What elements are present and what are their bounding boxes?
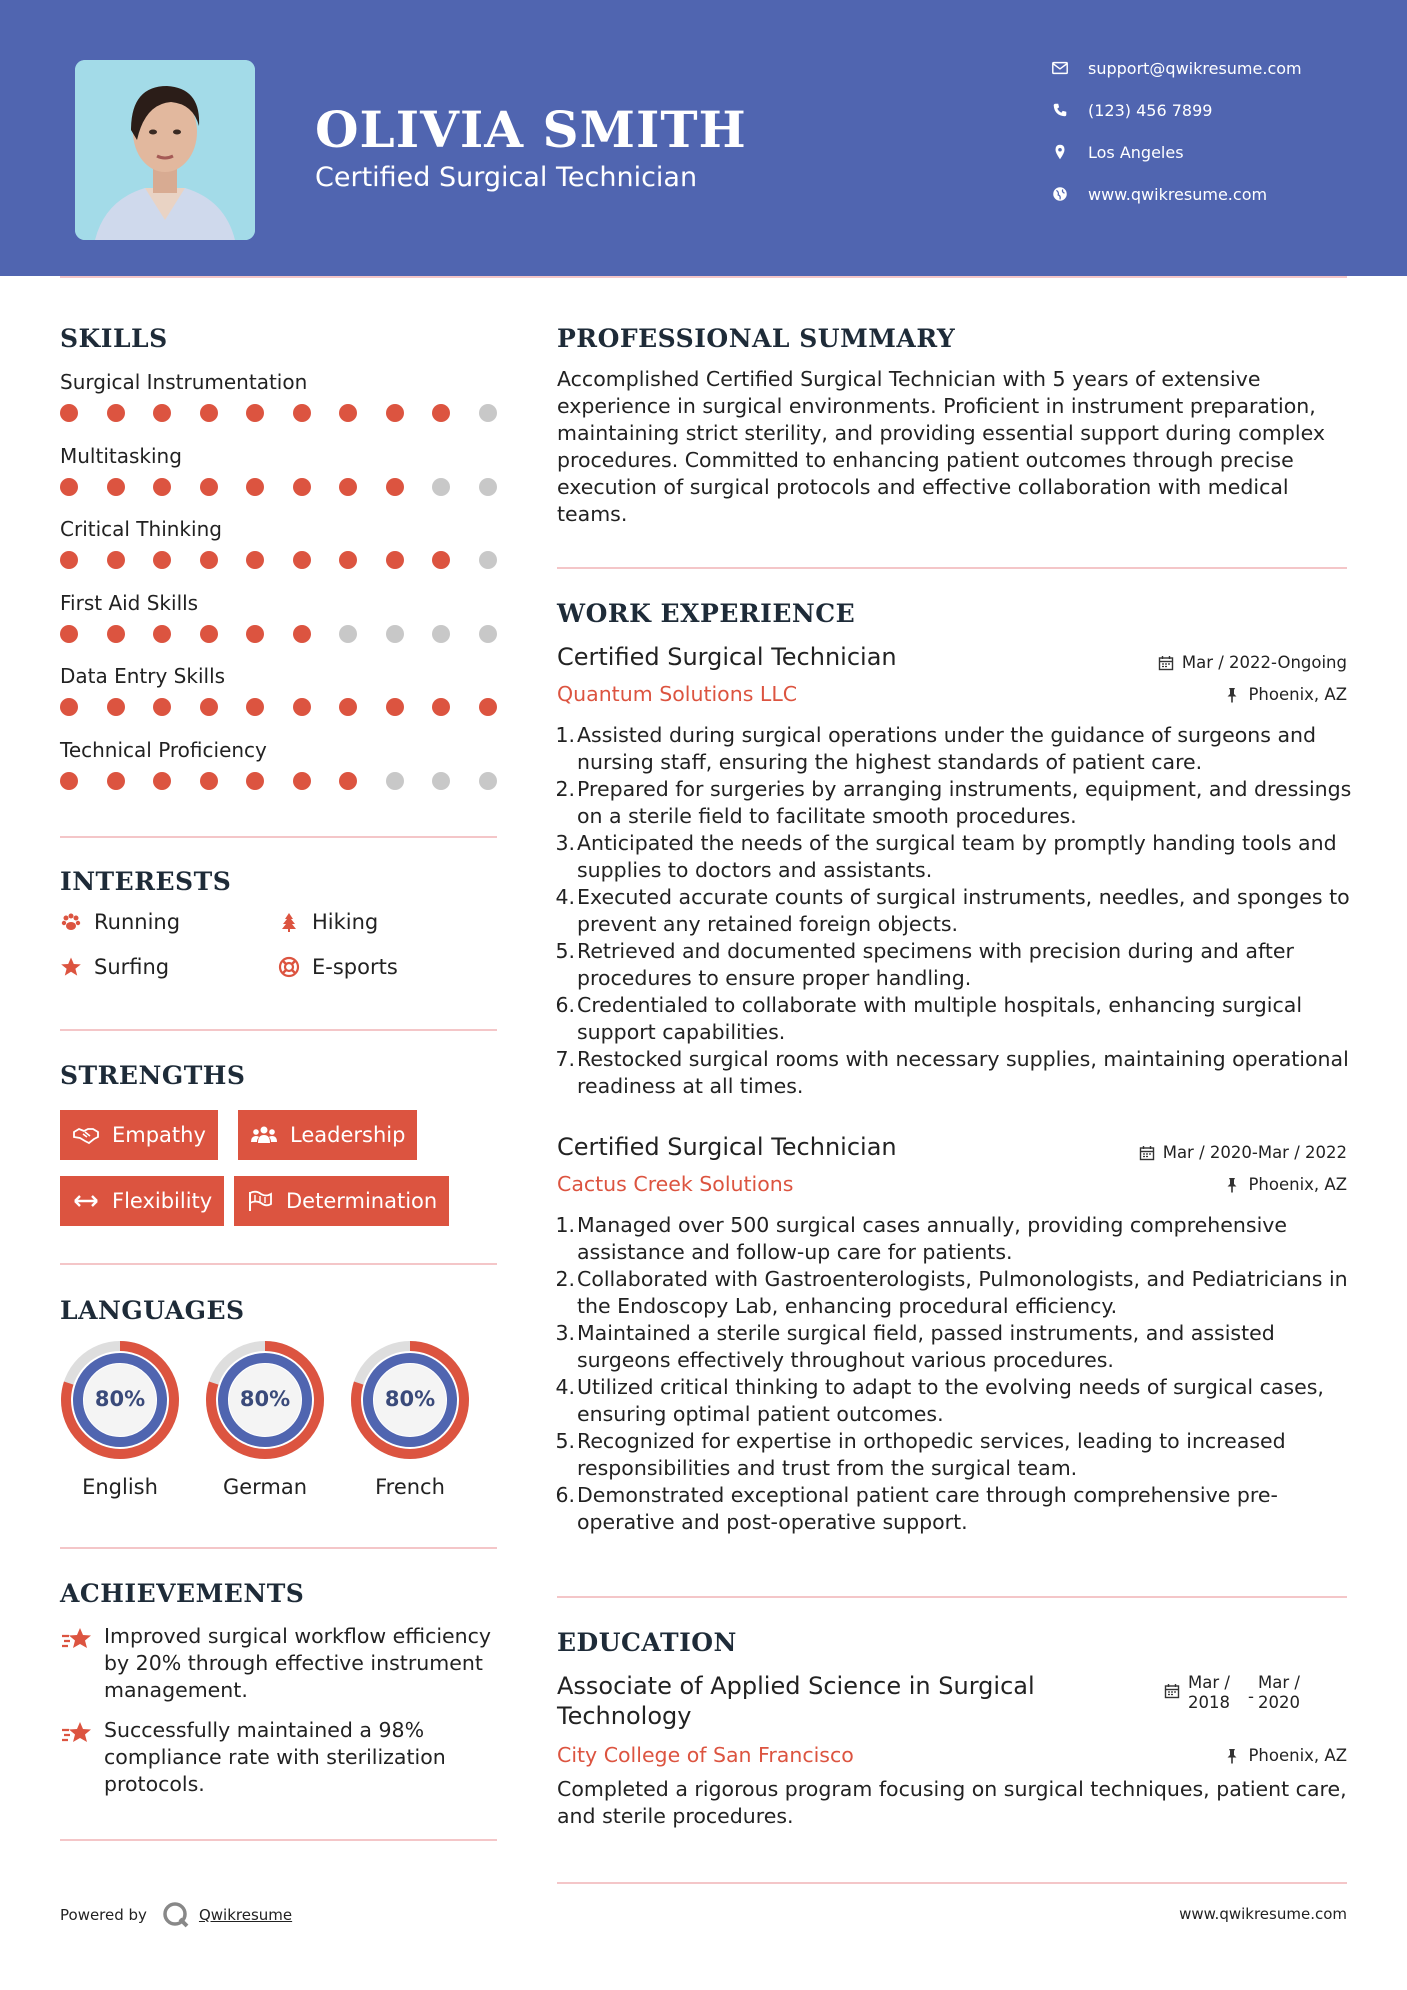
resume-header <box>0 0 1407 276</box>
education-title: EDUCATION <box>557 1628 737 1657</box>
bullet-number: 1. <box>555 723 575 747</box>
rating-dot <box>153 698 171 716</box>
job-location-text: Phoenix, AZ <box>1248 1175 1347 1194</box>
education-start-year: 2018 <box>1188 1693 1230 1712</box>
rating-dot <box>293 404 311 422</box>
rating-dot <box>153 772 171 790</box>
powered-by <box>60 1900 292 1930</box>
achievement-text: Improved surgical workflow efficiency by 20% through effective instrument management. <box>104 1624 492 1702</box>
language-percent: 80% <box>239 1387 291 1411</box>
users-icon <box>250 1124 278 1146</box>
rating-dot <box>479 625 497 643</box>
degree-line-1: Associate of Applied Science in Surgical <box>557 1672 1035 1700</box>
star-medal-icon <box>60 1625 94 1655</box>
rating-dot <box>432 478 450 496</box>
handshake-icon <box>72 1124 100 1146</box>
rating-dot <box>107 478 125 496</box>
rating-dot <box>386 478 404 496</box>
tree-icon <box>278 911 300 933</box>
job-dates-text: Mar / 2022-Ongoing <box>1181 653 1347 672</box>
education-dates <box>1164 1673 1300 1713</box>
language-percent: 80% <box>384 1387 436 1411</box>
rating-dot <box>386 772 404 790</box>
summary-divider <box>557 567 1347 569</box>
education-start-month: Mar / <box>1188 1673 1230 1692</box>
rating-dot <box>479 404 497 422</box>
bullet-number: 6. <box>555 1483 575 1507</box>
candidate-name: OLIVIA SMITH <box>315 100 747 159</box>
skill-rating <box>60 625 525 643</box>
rating-dot <box>246 772 264 790</box>
rating-dot <box>339 698 357 716</box>
rating-dot <box>246 698 264 716</box>
skill-rating <box>60 698 525 716</box>
job-bullet <box>553 1212 1353 1266</box>
strength-label: Determination <box>286 1189 438 1213</box>
rating-dot <box>432 772 450 790</box>
powered-by-text: Powered by <box>60 1906 147 1924</box>
rating-dot <box>107 698 125 716</box>
rating-dot <box>386 404 404 422</box>
strength-badge-empathy <box>60 1110 218 1160</box>
bullet-number: 6. <box>555 993 575 1017</box>
education-location-text: Phoenix, AZ <box>1248 1746 1347 1765</box>
rating-dot <box>479 551 497 569</box>
bullet-number: 5. <box>555 1429 575 1453</box>
qwikresume-logo-icon <box>161 1900 191 1930</box>
bullet-text: Assisted during surgical operations under the guidance of surgeons and nursing staff, ensuring the highest standards of patient care. <box>577 723 1317 774</box>
skill-label: Multitasking <box>60 443 182 468</box>
languages-divider <box>60 1547 497 1549</box>
rating-dot <box>339 551 357 569</box>
pin-icon <box>1224 1748 1240 1764</box>
rating-dot <box>200 698 218 716</box>
contact-location <box>1050 142 1390 162</box>
rating-dot <box>339 625 357 643</box>
job-bullet <box>553 1428 1353 1482</box>
rating-dot <box>386 698 404 716</box>
rating-dot <box>293 625 311 643</box>
rating-dot <box>432 698 450 716</box>
skill-label: Data Entry Skills <box>60 664 226 688</box>
bullet-text: Collaborated with Gastroenterologists, Pulmonologists, and Pediatricians in the Endoscopy Lab, enhancing procedural efficiency. <box>577 1267 1348 1318</box>
rating-dot <box>60 478 78 496</box>
rating-dot <box>200 625 218 643</box>
bullet-text: Recognized for expertise in orthopedic services, leading to increased responsibilities and trust from the surgical team. <box>577 1429 1286 1480</box>
rating-dot <box>479 772 497 790</box>
bullet-number: 2. <box>555 777 575 801</box>
bullet-text: Restocked surgical rooms with necessary supplies, maintaining operational readiness at all times. <box>577 1047 1349 1098</box>
rating-dot <box>479 698 497 716</box>
interest-esports <box>278 955 398 979</box>
achievements-title: ACHIEVEMENTS <box>60 1579 305 1608</box>
rating-dot <box>153 404 171 422</box>
job-bullets <box>553 722 1353 1100</box>
job-bullet <box>553 938 1353 992</box>
flag-icon <box>246 1190 274 1212</box>
contact-location-text: Los Angeles <box>1088 142 1184 162</box>
interest-label: Running <box>94 910 181 934</box>
strength-label: Leadership <box>290 1123 406 1147</box>
contact-website-text: www.qwikresume.com <box>1088 184 1268 204</box>
bullet-number: 2. <box>555 1267 575 1291</box>
rating-dot <box>107 551 125 569</box>
rating-dot <box>293 551 311 569</box>
summary-text: Accomplished Certified Surgical Technician with 5 years of extensive experience in surgical environments. Proficient in instrument preparation, maintaining strict sterility, and providing essential support during complex procedures. Committed to enhancing patient outcomes through precise execution of surgical protocols and effective collaboration with medical teams. <box>557 367 1325 526</box>
pin-icon <box>1224 687 1240 703</box>
bullet-number: 7. <box>555 1047 575 1071</box>
strengths-title: STRENGTHS <box>60 1061 246 1090</box>
strength-badge-leadership <box>238 1110 417 1160</box>
globe-icon <box>1050 184 1070 204</box>
job-bullet <box>553 1266 1353 1320</box>
achievements-divider <box>60 1839 497 1841</box>
achievement-item <box>60 1623 500 1704</box>
skill-label: Critical Thinking <box>60 517 222 541</box>
education-end-month: Mar / <box>1258 1673 1300 1692</box>
rating-dot <box>60 404 78 422</box>
strength-label: Flexibility <box>112 1189 213 1213</box>
interest-hiking <box>278 910 378 934</box>
bullet-number: 4. <box>555 885 575 909</box>
strength-label: Empathy <box>112 1123 206 1147</box>
skill-rating <box>60 772 525 790</box>
rating-dot <box>293 772 311 790</box>
job-bullet <box>553 776 1353 830</box>
language-label: English <box>82 1475 158 1499</box>
bullet-text: Retrieved and documented specimens with precision during and after procedures to ensure proper handling. <box>577 939 1294 990</box>
interest-running <box>60 910 180 934</box>
rating-dot <box>432 404 450 422</box>
lifebuoy-icon <box>278 956 300 978</box>
candidate-title: Certified Surgical Technician <box>315 162 698 193</box>
job-bullet <box>553 1482 1353 1536</box>
skill-label: Surgical Instrumentation <box>60 370 308 394</box>
school-name: City College of San Francisco <box>557 1743 854 1767</box>
strength-badge-determination <box>234 1176 449 1226</box>
contact-email[interactable] <box>1050 58 1390 78</box>
education-divider <box>557 1882 1347 1884</box>
job-company: Cactus Creek Solutions <box>557 1172 794 1196</box>
job-bullet <box>553 1374 1353 1428</box>
job-company: Quantum Solutions LLC <box>557 682 798 706</box>
rating-dot <box>246 404 264 422</box>
language-donut <box>205 1340 325 1464</box>
calendar-icon <box>1139 1145 1155 1161</box>
envelope-icon <box>1050 58 1070 78</box>
rating-dot <box>60 772 78 790</box>
strength-badge-flexibility <box>60 1176 224 1226</box>
bullet-text: Utilized critical thinking to adapt to the evolving needs of surgical cases, ensuring optimal patient outcomes. <box>577 1375 1324 1426</box>
rating-dot <box>107 772 125 790</box>
skills-title: SKILLS <box>60 324 168 353</box>
rating-dot <box>386 625 404 643</box>
pin-icon <box>1224 1177 1240 1193</box>
rating-dot <box>200 772 218 790</box>
interest-label: Surfing <box>94 955 170 979</box>
experience-divider <box>557 1596 1347 1598</box>
job-dates <box>1139 1143 1347 1162</box>
bullet-text: Prepared for surgeries by arranging instruments, equipment, and dressings on a sterile field to facilitate smooth procedures. <box>577 777 1352 828</box>
job-dates <box>1158 653 1347 672</box>
paw-icon <box>60 911 82 933</box>
languages-title: LANGUAGES <box>60 1296 245 1325</box>
contact-phone-text: (123) 456 7899 <box>1088 100 1213 120</box>
job-bullet <box>553 1320 1353 1374</box>
education-end-date <box>1258 1673 1300 1713</box>
job-bullets <box>553 1212 1353 1536</box>
rating-dot <box>432 625 450 643</box>
skill-label: First Aid Skills <box>60 590 199 615</box>
job-location-text: Phoenix, AZ <box>1248 685 1347 704</box>
skill-rating <box>60 551 525 569</box>
interest-surfing <box>60 955 169 979</box>
achievement-text: Successfully maintained a 98% compliance rate with sterilization protocols. <box>104 1718 446 1796</box>
calendar-icon <box>1158 655 1174 671</box>
experience-title: WORK EXPERIENCE <box>557 599 856 628</box>
rating-dot <box>339 478 357 496</box>
rating-dot <box>339 404 357 422</box>
job-title: Certified Surgical Technician <box>557 643 897 671</box>
skill-rating <box>60 404 525 422</box>
skills-divider <box>60 836 497 838</box>
bullet-number: 5. <box>555 939 575 963</box>
phone-icon <box>1050 100 1070 120</box>
rating-dot <box>200 478 218 496</box>
profile-photo <box>75 60 255 240</box>
rating-dot <box>107 625 125 643</box>
language-donut <box>350 1340 470 1464</box>
job-bullet <box>553 884 1353 938</box>
header-divider <box>60 276 1347 278</box>
bullet-number: 3. <box>555 831 575 855</box>
job-title: Certified Surgical Technician <box>557 1133 897 1161</box>
education-start-date <box>1188 1673 1248 1713</box>
rating-dot <box>60 625 78 643</box>
rating-dot <box>153 551 171 569</box>
job-location <box>1224 1175 1347 1194</box>
contact-email-text: support@qwikresume.com <box>1088 58 1302 78</box>
rating-dot <box>60 551 78 569</box>
qwikresume-link[interactable]: Qwikresume <box>198 1906 293 1924</box>
language-donut <box>60 1340 180 1464</box>
language-label: French <box>375 1475 445 1499</box>
bullet-text: Credentialed to collaborate with multiple hospitals, enhancing surgical support capabilities. <box>577 993 1303 1044</box>
rating-dot <box>60 698 78 716</box>
rating-dot <box>200 404 218 422</box>
contact-website[interactable] <box>1050 184 1390 204</box>
rating-dot <box>107 404 125 422</box>
skill-label: Technical Proficiency <box>60 737 267 762</box>
job-bullet <box>553 992 1353 1046</box>
map-marker-icon <box>1050 142 1070 162</box>
calendar-icon <box>1164 1683 1180 1699</box>
job-bullet <box>553 1046 1353 1100</box>
rating-dot <box>339 772 357 790</box>
rating-dot <box>479 478 497 496</box>
job-location <box>1224 685 1347 704</box>
bullet-text: Maintained a sterile surgical field, passed instruments, and assisted surgeons effectively throughout various procedures. <box>577 1321 1275 1372</box>
star-medal-icon <box>60 1719 94 1749</box>
rating-dot <box>432 551 450 569</box>
interests-divider <box>60 1029 497 1031</box>
rating-dot <box>246 551 264 569</box>
education-location <box>1224 1746 1347 1765</box>
bullet-number: 1. <box>555 1213 575 1237</box>
arrows-h-icon <box>72 1190 100 1212</box>
education-text: Completed a rigorous program focusing on surgical techniques, patient care, and sterile procedures. <box>557 1777 1347 1828</box>
job-bullet <box>553 722 1353 776</box>
rating-dot <box>153 625 171 643</box>
bullet-text: Managed over 500 surgical cases annually, providing comprehensive assistance and follow-up care for patients. <box>577 1213 1288 1264</box>
rating-dot <box>246 478 264 496</box>
rating-dot <box>293 698 311 716</box>
bullet-number: 4. <box>555 1375 575 1399</box>
rating-dot <box>246 625 264 643</box>
contact-phone[interactable] <box>1050 100 1390 120</box>
bullet-text: Executed accurate counts of surgical instruments, needles, and sponges to prevent any retained foreign objects. <box>577 885 1350 936</box>
education-date-dash: - <box>1248 1687 1254 1706</box>
achievement-item <box>60 1717 500 1798</box>
interest-label: E-sports <box>312 955 398 979</box>
bullet-text: Demonstrated exceptional patient care through comprehensive pre-operative and post-operative support. <box>577 1483 1278 1534</box>
interest-label: Hiking <box>312 910 379 934</box>
strengths-divider <box>60 1263 497 1265</box>
education-end-year: 2020 <box>1258 1693 1300 1712</box>
star-icon <box>60 956 82 978</box>
job-dates-text: Mar / 2020-Mar / 2022 <box>1162 1143 1347 1162</box>
rating-dot <box>386 551 404 569</box>
footer-website[interactable]: www.qwikresume.com <box>1179 1905 1347 1923</box>
summary-title: PROFESSIONAL SUMMARY <box>557 324 956 353</box>
rating-dot <box>200 551 218 569</box>
job-bullet <box>553 830 1353 884</box>
skill-rating <box>60 478 525 496</box>
rating-dot <box>293 478 311 496</box>
degree-line-2: Technology <box>557 1702 692 1730</box>
rating-dot <box>153 478 171 496</box>
bullet-number: 3. <box>555 1321 575 1345</box>
language-label: German <box>222 1475 308 1499</box>
bullet-text: Anticipated the needs of the surgical team by promptly handing tools and supplies to doctors and assistants. <box>577 831 1337 882</box>
interests-title: INTERESTS <box>60 867 232 896</box>
language-percent: 80% <box>94 1387 146 1411</box>
